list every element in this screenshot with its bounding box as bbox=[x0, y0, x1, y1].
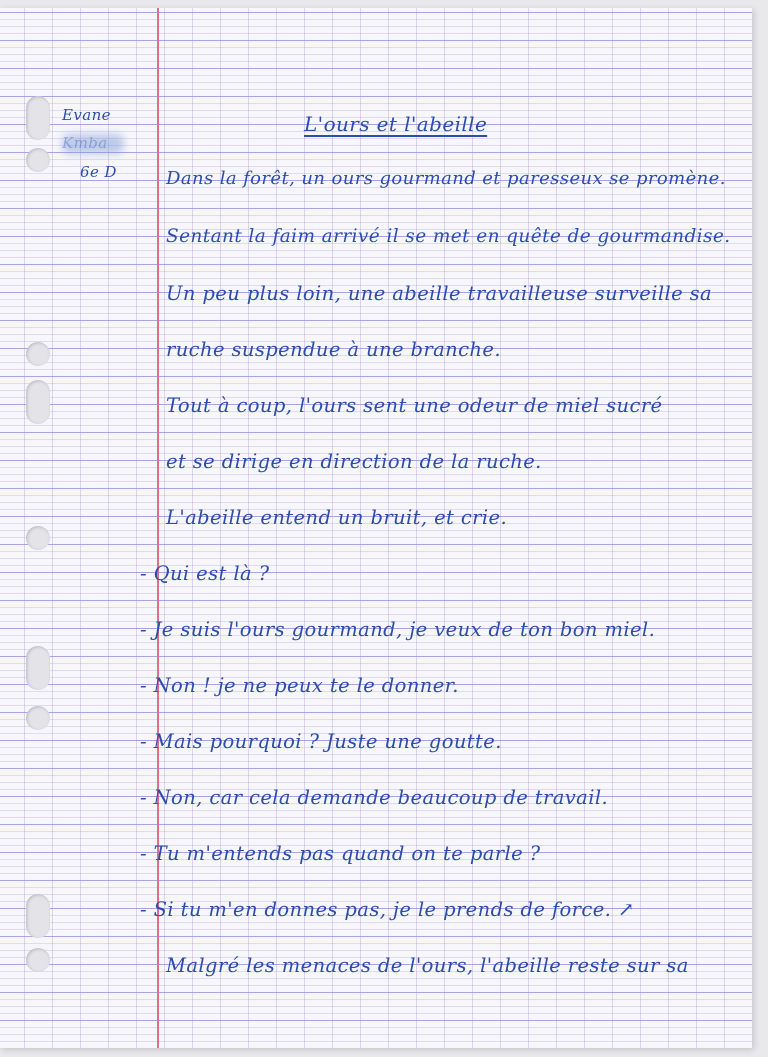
notebook-page bbox=[0, 8, 752, 1048]
binder-hole bbox=[26, 706, 50, 730]
student-surname: Kmba bbox=[62, 134, 108, 152]
dialogue-line: - Mais pourquoi ? Juste une goutte. bbox=[140, 730, 502, 753]
binder-hole bbox=[26, 526, 50, 550]
text-line: L'abeille entend un bruit, et crie. bbox=[166, 506, 508, 529]
dialogue-line: - Qui est là ? bbox=[140, 562, 270, 585]
text-line: Tout à coup, l'ours sent une odeur de miel sucré bbox=[166, 394, 663, 417]
text-line: et se dirige en direction de la ruche. bbox=[166, 450, 542, 473]
page-title: L'ours et l'abeille bbox=[304, 112, 488, 136]
student-class: 6e D bbox=[80, 163, 117, 181]
text-line: Sentant la faim arrivé il se met en quête de gourmandise. bbox=[166, 226, 731, 247]
dialogue-line: - Tu m'entends pas quand on te parle ? bbox=[140, 842, 541, 865]
text-line: Malgré les menaces de l'ours, l'abeille reste sur sa bbox=[166, 954, 689, 977]
dialogue-line: - Non, car cela demande beaucoup de travail. bbox=[140, 786, 609, 809]
binder-hole bbox=[26, 894, 50, 938]
dialogue-line: - Si tu m'en donnes pas, je le prends de force. ↗ bbox=[140, 898, 635, 921]
binder-hole bbox=[26, 948, 50, 972]
margin-line bbox=[157, 8, 159, 1048]
student-name: Evane bbox=[62, 106, 111, 124]
dialogue-line: - Non ! je ne peux te le donner. bbox=[140, 674, 459, 697]
text-line: ruche suspendue à une branche. bbox=[166, 338, 501, 361]
binder-hole bbox=[26, 148, 50, 172]
dialogue-line: - Je suis l'ours gourmand, je veux de ton bon miel. bbox=[140, 618, 656, 641]
binder-hole bbox=[26, 380, 50, 424]
text-line: Un peu plus loin, une abeille travailleuse surveille sa bbox=[166, 282, 713, 305]
binder-hole bbox=[26, 342, 50, 366]
binder-hole bbox=[26, 646, 50, 690]
text-line: Dans la forêt, un ours gourmand et paresseux se promène. bbox=[166, 168, 726, 189]
binder-hole bbox=[26, 96, 50, 140]
